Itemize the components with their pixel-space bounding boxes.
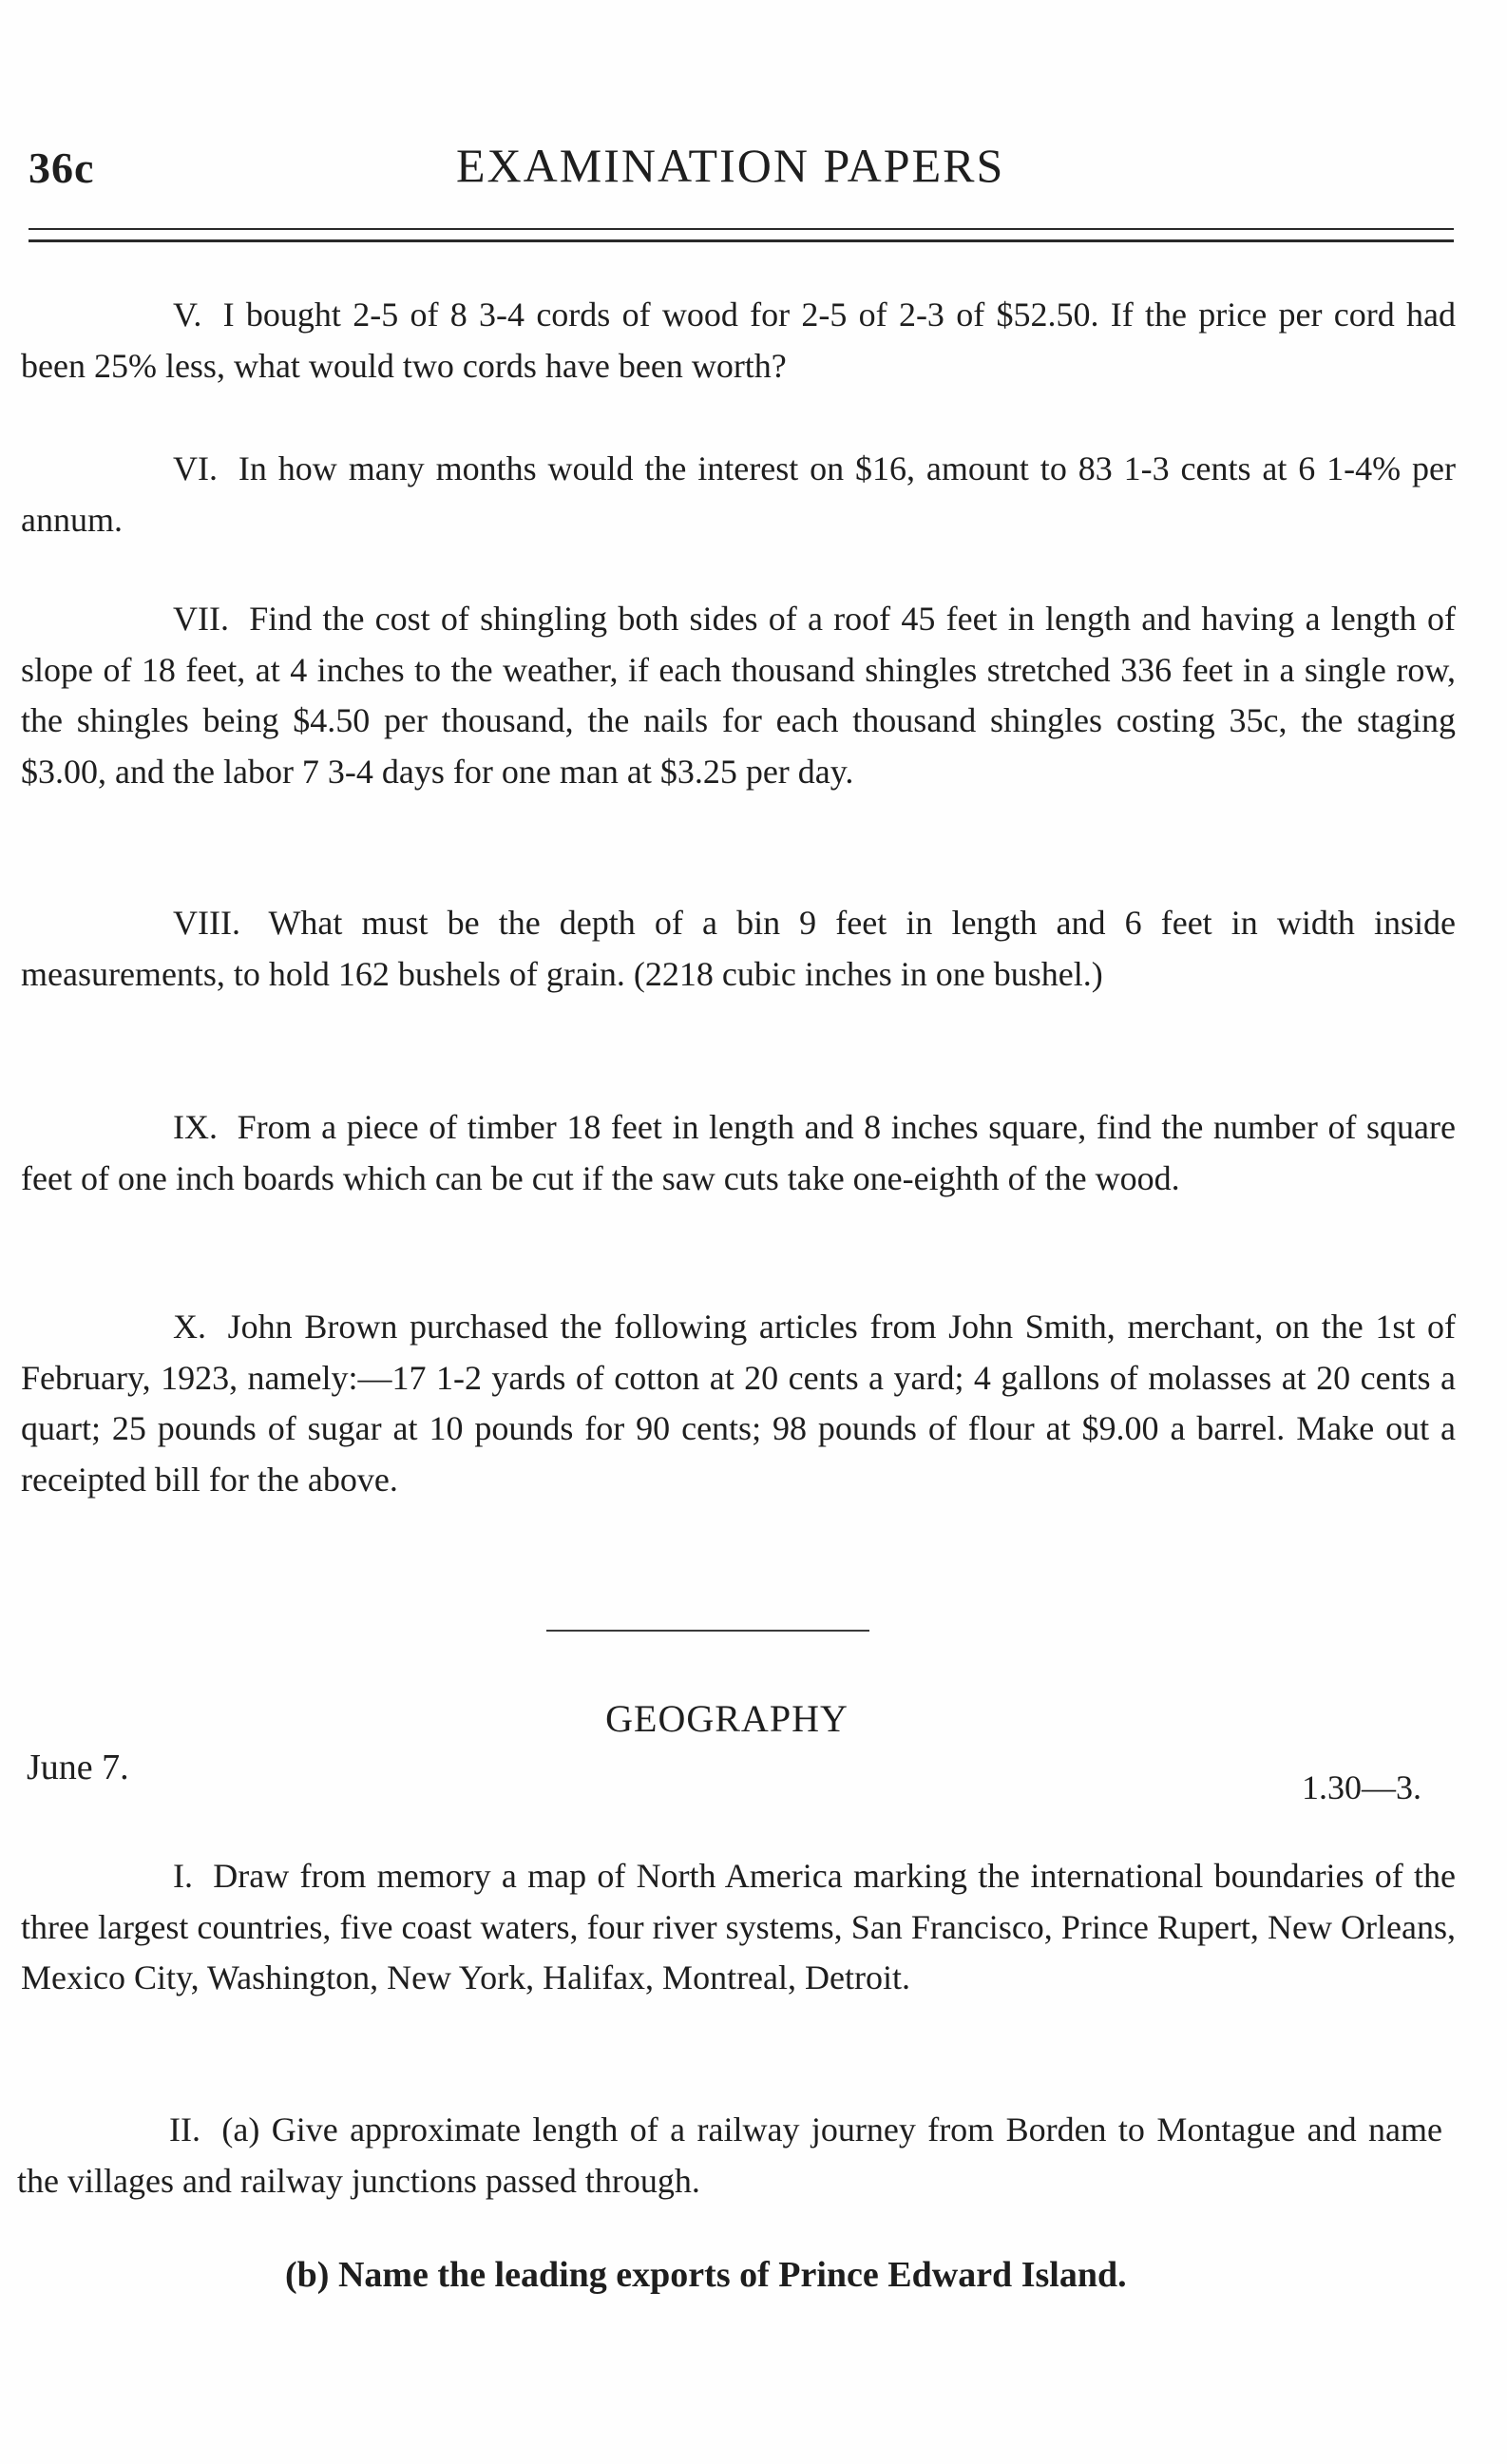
question-number: VI.	[173, 449, 218, 487]
question-number: II.	[169, 2111, 200, 2149]
section-heading-geography: GEOGRAPHY	[605, 1697, 849, 1740]
page-number: 36c	[29, 143, 95, 192]
question-text: From a piece of timber 18 feet in length and 8 inches square, find the number of square feet of one inch boards which can be cut if the saw cuts take one-eighth of the wood.	[21, 1108, 1456, 1197]
geography-question-i	[21, 1851, 1456, 2004]
question-x	[21, 1302, 1456, 1505]
exam-date: June 7.	[27, 1748, 129, 1787]
question-number: V.	[173, 296, 202, 334]
page-header-title: EXAMINATION PAPERS	[456, 139, 1005, 192]
header-rule	[29, 228, 1454, 230]
question-number: VIII.	[173, 904, 240, 942]
question-number: IX.	[173, 1108, 218, 1146]
geography-question-ii	[17, 2105, 1442, 2206]
question-number: X.	[173, 1308, 206, 1346]
section-separator	[546, 1630, 869, 1632]
question-number: I.	[173, 1857, 193, 1895]
question-text: What must be the depth of a bin 9 feet in length and 6 feet in width inside measurements, to hold 162 bushels of grain. (2218 cubic inches in one bushel.)	[21, 904, 1457, 993]
question-vii	[21, 594, 1456, 797]
question-vi	[21, 444, 1456, 545]
question-text: Find the cost of shingling both sides of a roof 45 feet in length and having a length of slope of 18 feet, at 4 inches to the weather, if each thousand shingles stretched 336 feet in a single row, the shingles being $4.50 per thousand, the nails for each thousand shingles costing 35c, the staging $3.00, and the labor 7 3-4 days for one man at $3.25 per day.	[21, 600, 1456, 791]
question-number: VII.	[173, 600, 229, 638]
question-v	[21, 290, 1456, 392]
question-text: Draw from memory a map of North America marking the international boundaries of the three largest countries, five coast waters, four river systems, San Francisco, Prince Rupert, New Orleans, Mexico City, Washington, New York, Halifax, Montreal, Detroit.	[21, 1857, 1456, 1996]
question-viii	[21, 898, 1456, 1000]
question-text: In how many months would the interest on $16, amount to 83 1-3 cents at 6 1-4% per annum.	[21, 449, 1456, 539]
question-text: John Brown purchased the following articles from John Smith, merchant, on the 1st of February, 1923, namely:—17 1-2 yards of cotton at 20 cents a yard; 4 gallons of molasses at 20 cents a quart; 25 pounds of sugar at 10 pounds for 90 cents; 98 pounds of flour at $9.00 a barrel. Make out a receipted bill for the above.	[21, 1308, 1457, 1499]
geography-question-ii-part-b: (b) Name the leading exports of Prince Edward Island.	[285, 2255, 1127, 2295]
question-text: I bought 2-5 of 8 3-4 cords of wood for 2-5 of 2-3 of $52.50. If the price per cord had been 25% less, what would two cords have been worth?	[21, 296, 1457, 385]
header-rule-double	[29, 239, 1454, 242]
question-ix	[21, 1102, 1456, 1204]
exam-time: 1.30—3.	[1302, 1768, 1421, 1806]
question-part-a: (a) Give approximate length of a railway journey from Borden to Montague and name the villages and railway junctions passed through.	[17, 2111, 1443, 2200]
